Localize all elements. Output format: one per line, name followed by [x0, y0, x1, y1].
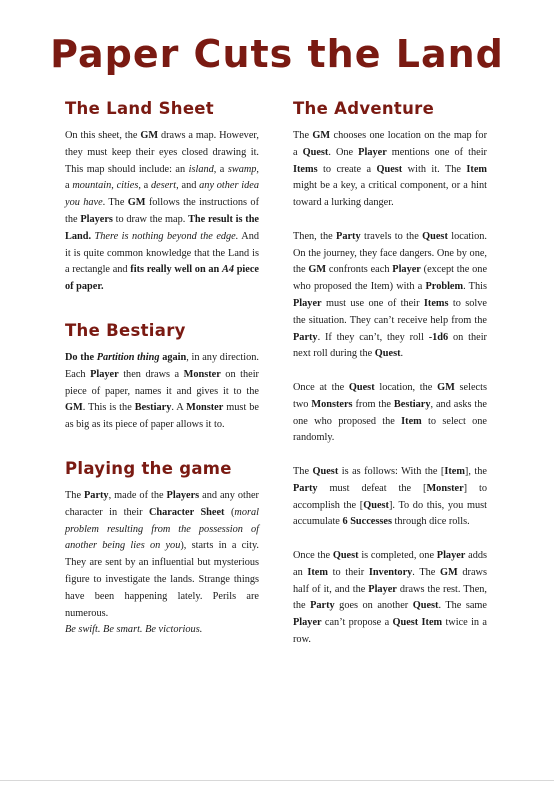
bestiary-paragraph: Do the Partition thing again, in any direction. Each Player then draws a Monster on their piece of paper, names it and gives it to the GM. This is the Bestiary. A Monster must be as big as its piece of paper allows it to.: [65, 351, 259, 431]
playing-paragraph: The Party, made of the Players and any other character in their Character Sheet (moral problem resulting from the possession of another being lies on you), starts in a city. They are sent by an influential but mysterious figure to investigate the lands. Strange things have been happening lately. Perils are numerous.: [65, 489, 259, 619]
adventure-paragraph-5: Once the Quest is completed, one Player adds an Item to their Inventory. The GM draws half of it, and the Player draws the rest. Then, the Party goes on another Quest. The same Player can’t propose a Quest Item twice in a row.: [293, 549, 488, 645]
playing-heading: Playing the game: [65, 458, 232, 478]
page-bottom-edge: [0, 780, 554, 781]
adventure-paragraph-3: Once at the Quest location, the GM selects two Monsters from the Bestiary, and asks the one who proposed the Item to select one randomly.: [293, 381, 487, 444]
left-column: [65, 96, 259, 639]
adventure-paragraph-2: Then, the Party travels to the Quest location. On the journey, they face dangers. One by one, the GM confronts each Player (except the one who proposed the Item) with a Problem. This Player must use one of their Items to solve the situation. They can’t receive help from the Party. If they can’t, they roll -1d6 on their next roll during the Quest.: [293, 230, 488, 360]
bestiary-heading: The Bestiary: [65, 320, 186, 340]
right-column: [293, 96, 487, 649]
playing-motto: Be swift. Be smart. Be victorious.: [65, 624, 203, 636]
adventure-heading: The Adventure: [293, 99, 435, 118]
land-sheet-heading: The Land Sheet: [65, 99, 214, 118]
page-title: Paper Cuts the Land: [50, 32, 504, 76]
adventure-paragraph-1: The GM chooses one location on the map for a Quest. One Player mentions one of their Items to create a Quest with it. The Item might be a key, a critical component, or a hint toward a lurking danger.: [293, 130, 487, 209]
adventure-paragraph-4: The Quest is as follows: With the [Item], the Party must defeat the [Monster] to accomplish the [Quest]. To do this, you must accumulate 6 Successes through dice rolls.: [293, 465, 487, 528]
land-sheet-paragraph: On this sheet, the GM draws a map. However, they must keep their eyes closed drawing it. This map should include: an island, a swamp, a mountain, cities, a desert, and any other idea you have. The GM follows the instructions of the Players to draw the map. The result is the Land. There is nothing beyond the edge. And it is quite common knowledge that the Land is a rectangle and fits really well on an A4 piece of paper.: [65, 130, 259, 293]
